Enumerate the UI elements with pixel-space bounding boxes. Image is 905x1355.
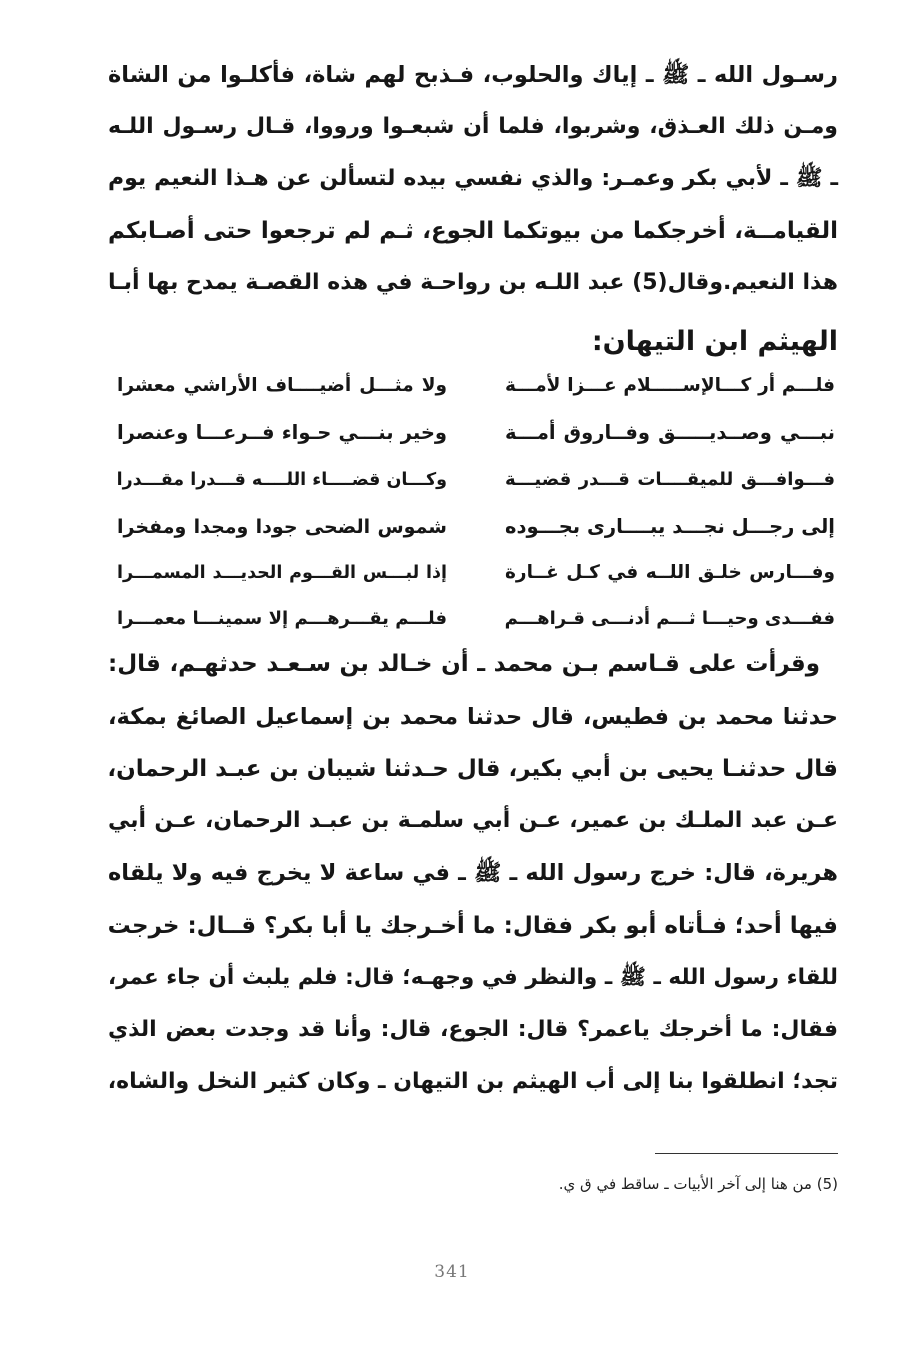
- footnote-separator: [655, 1153, 838, 1154]
- body-line-1: رسـول الله ـ ﷺ ـ إياك والحلوب، فـذبح لهم شاة، فأكلـوا من الشاة: [108, 62, 838, 88]
- verse-1-second-hemistich: ولا مثـــل أضيــــاف الأراشي معشرا: [117, 375, 447, 396]
- body-line-13: للقاء رسول الله ـ ﷺ ـ والنظر في وجهـه؛ قال: فلم يلبث أن جاء عمر،: [108, 965, 838, 990]
- footnote: (5) من هنا إلى آخر الأبيات ـ ساقط في ق ي.: [558, 1175, 838, 1193]
- verse-3-first-hemistich: فـــوافـــق للميقــــات قـــدر قضيـــة: [505, 469, 835, 490]
- verse-5-second-hemistich: إذا لبـــس القـــوم الحديـــد المسمـــرا: [117, 563, 447, 583]
- body-line-9: قال حدثنـا يحيى بن أبي بكير، قال حـدثنا شيبان بن عبـد الرحمان،: [107, 756, 838, 782]
- body-line-11: هريرة، قال: خرج رسول الله ـ ﷺ ـ في ساعة لا يخرج فيه ولا يلقاه: [108, 860, 838, 886]
- body-line-2: ومـن ذلك العـذق، وشربوا، فلما أن شبعـوا ورووا، قـال رسـول اللـه: [108, 114, 838, 139]
- body-line-10: عـن عبد الملـك بن عمير، عـن أبي سلمـة بن عبـد الرحمان، عـن أبي: [108, 808, 838, 833]
- verse-4-first-hemistich: إلى رجـــل نجـــد يبــــارى بجـــوده: [505, 515, 835, 538]
- body-line-14: فقال: ما أخرجك ياعمر؟ قال: الجوع، قال: وأنا قد وجدت بعض الذي: [108, 1017, 838, 1042]
- verse-3-second-hemistich: وكـــان قضــــاء اللــــه قـــدرا مقـــدرا: [116, 470, 447, 490]
- verse-2-second-hemistich: وخير بنـــي حـواء فــرعـــا وعنصرا: [117, 421, 447, 444]
- body-line-6: الهيثم ابن التيهان:: [591, 326, 838, 357]
- body-line-7: وقرأت على قـاسم بـن محمد ـ أن خـالد بن سـعـد حدثهـم، قال:: [108, 651, 820, 677]
- body-line-12: فيها أحد؛ فـأتاه أبو بكر فقال: ما أخـرجك يا أبا بكر؟ قــال: خرجت: [107, 913, 838, 939]
- body-line-8: حدثنا محمد بن فطيس، قال حدثنا محمد بن إسماعيل الصائغ بمكة،: [108, 704, 838, 730]
- body-line-3: ـ ﷺ ـ لأبي بكر وعمـر: والذي نفسي بيده لتسألن عن هـذا النعيم يوم: [108, 166, 838, 191]
- verse-6-second-hemistich: فلـــم يقـــرهـــم إلا سمينـــا معمـــرا: [117, 608, 447, 629]
- body-line-5: هذا النعيم.وقال(5) عبد اللـه بن رواحـة في هذه القصـة يمدح بها أبـا: [108, 270, 839, 295]
- verse-5-first-hemistich: وفـــارس خلـق اللــه في كـل غــارة: [505, 562, 835, 583]
- verse-2-first-hemistich: نبـــي وصــديـــــق وفــاروق أمـــة: [505, 421, 835, 444]
- verse-4-second-hemistich: شموس الضحى جودا ومجدا ومفخرا: [117, 516, 447, 538]
- body-line-4: القيامــة، أخرجكما من بيوتكما الجوع، ثـم لم ترجعوا حتى أصـابكم: [108, 218, 838, 244]
- body-line-15: تجد؛ انطلقوا بنا إلى أب الهيثم بن التيهان ـ وكان كثير النخل والشاه،: [107, 1069, 838, 1094]
- verse-1-first-hemistich: فلـــم أر كـــالإســـــلام عـــزا لأمـــة: [505, 375, 835, 396]
- verse-6-first-hemistich: ففـــدى وحيـــا ثـــم أدنـــى قـراهـــم: [504, 608, 835, 629]
- page-number: 341: [434, 1262, 470, 1282]
